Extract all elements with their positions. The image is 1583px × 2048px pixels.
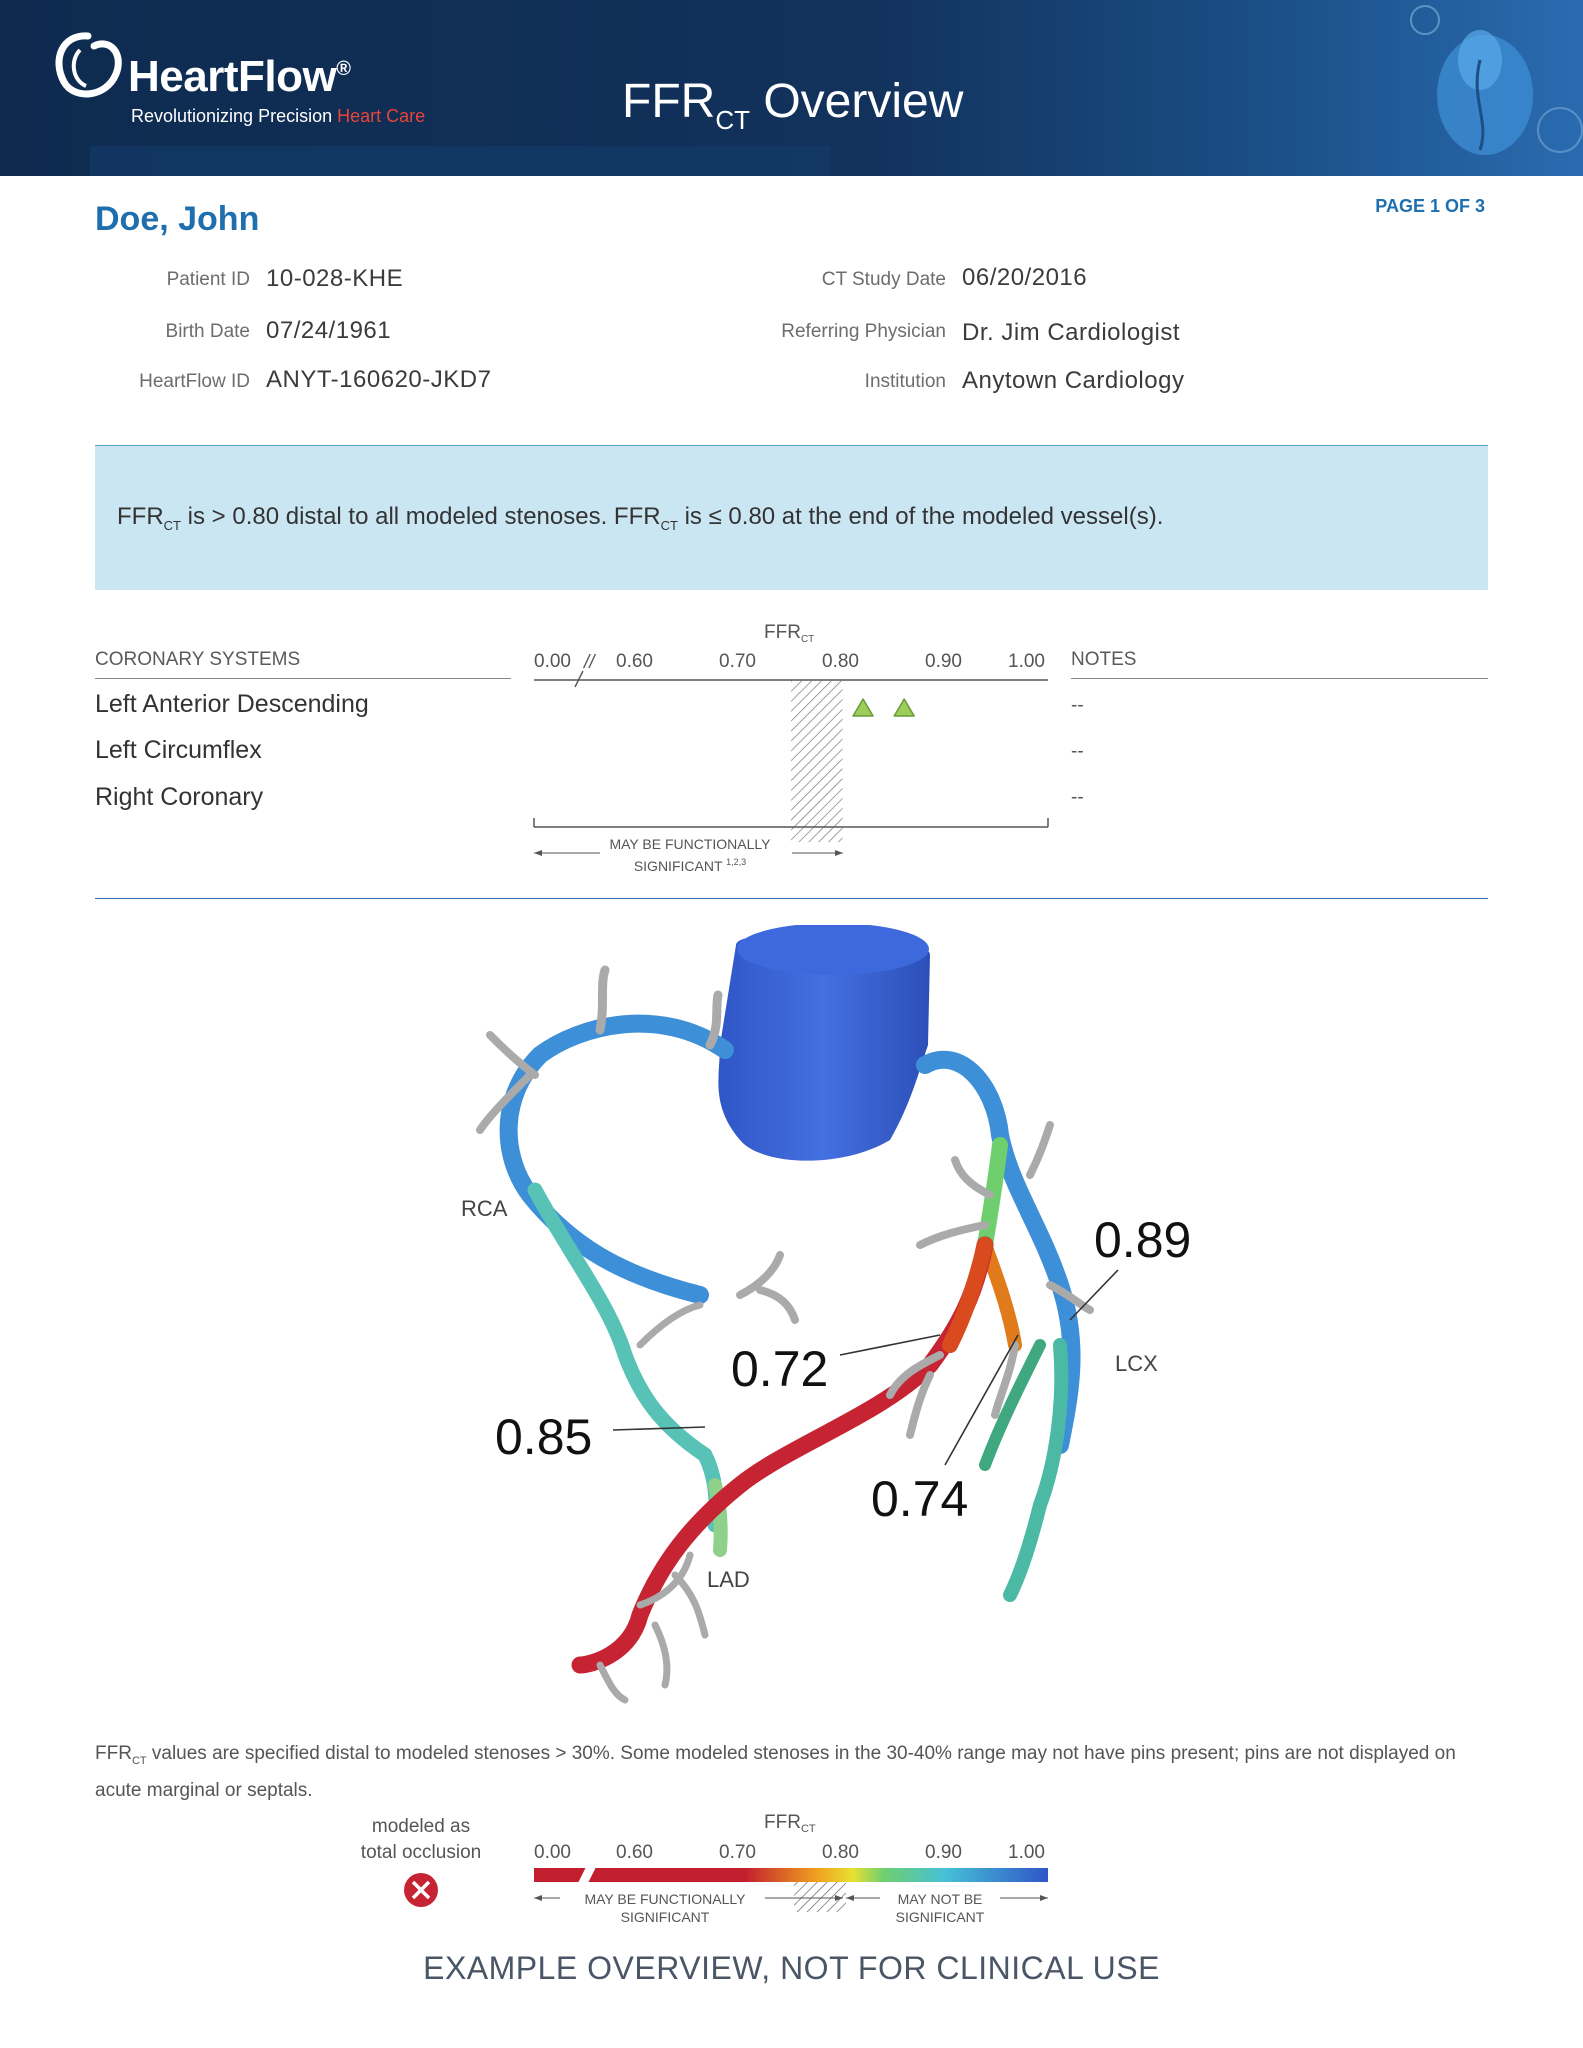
axis-title: $FFR_{CT}$ xyxy=(764,622,815,645)
referring-physician-value: Dr. Jim Cardiologist xyxy=(962,319,1181,346)
patient-name: Doe, John xyxy=(95,200,260,238)
legend-tick-0-80: 0.80 xyxy=(822,1842,859,1863)
rca-vessel-proximal xyxy=(509,1024,725,1295)
ffr-value-diagonal: 0.74 xyxy=(871,1471,969,1527)
patient-id-value: 10-028-KHE xyxy=(266,265,404,292)
legend-significant-label: MAY BE FUNCTIONALLY SIGNIFICANT xyxy=(584,1891,746,1925)
row-lad-note: -- xyxy=(1071,695,1084,716)
header-strip xyxy=(90,146,830,176)
legend-tick-0-00: 0.00 xyxy=(534,1842,571,1863)
tick-0-90: 0.90 xyxy=(925,651,962,672)
birth-date-label: Birth Date xyxy=(165,321,250,342)
significance-label: MAY BE FUNCTIONALLY SIGNIFICANT $^{1,2,3}$ xyxy=(609,836,771,874)
lad-label: LAD xyxy=(707,1567,750,1592)
row-rca-note: -- xyxy=(1071,787,1084,808)
ct-study-date-label: CT Study Date xyxy=(821,269,946,290)
ffr-marker-0-0 xyxy=(853,699,873,716)
referring-physician-label: Referring Physician xyxy=(781,321,946,342)
tick-0-60: 0.60 xyxy=(616,651,653,672)
aorta-top xyxy=(737,925,929,975)
col-coronary-systems: CORONARY SYSTEMS xyxy=(95,649,301,670)
heartflow-id-label: HeartFlow ID xyxy=(139,371,250,392)
leader-072 xyxy=(840,1335,940,1355)
footnote: $FFR_{CT}$ values are specified distal to modeled stenoses > 30%. Some modeled stenoses in the 30-40% range may not have pins present; pins are not displayed on acute marginal or septals. xyxy=(95,1743,1456,1801)
coronary-model-illustration xyxy=(440,925,1240,1715)
patient-id-label: Patient ID xyxy=(166,269,250,290)
tick-0-00: 0.00 xyxy=(534,651,571,672)
ffr-value-lad-mid: 0.72 xyxy=(731,1341,829,1397)
sig-arrowhead-left xyxy=(534,850,542,856)
institution-value: Anytown Cardiology xyxy=(962,367,1185,394)
tick-0-80: 0.80 xyxy=(822,651,859,672)
summary-text: $FFR_{CT}$ is > 0.80 distal to all modeled stenoses. $FFR_{CT}$ is ≤ 0.80 at the end of the modeled vessel(s). xyxy=(117,503,1164,533)
tick-0-70: 0.70 xyxy=(719,651,756,672)
axis-break-mark: // xyxy=(584,652,595,673)
disclaimer: EXAMPLE OVERVIEW, NOT FOR CLINICAL USE xyxy=(423,1950,1160,1986)
col-notes: NOTES xyxy=(1071,649,1137,670)
leader-089 xyxy=(1070,1270,1118,1320)
institution-label: Institution xyxy=(864,371,946,392)
sig-arrowhead-right xyxy=(835,850,843,856)
legend-gradient-bar xyxy=(534,1868,1048,1882)
rca-vessel-distal xyxy=(535,1190,716,1525)
heartflow-id-value: ANYT-160620-JKD7 xyxy=(266,366,492,393)
ffr-value-rca: 0.85 xyxy=(495,1409,593,1465)
page-title: $FFR_{CT}$ Overview xyxy=(622,75,964,135)
occlusion-x-icon xyxy=(402,1871,440,1909)
brand-tagline: Revolutionizing Precision Heart Care xyxy=(131,106,426,126)
heart-illustration-icon xyxy=(1330,0,1583,176)
table-bottom-rule xyxy=(95,898,1488,899)
legend-not-significant-label: MAY NOT BE SIGNIFICANT xyxy=(895,1891,985,1925)
legend-tick-0-60: 0.60 xyxy=(616,1842,653,1863)
leader-085 xyxy=(613,1427,705,1430)
legend-tick-0-70: 0.70 xyxy=(719,1842,756,1863)
row-rca-name: Right Coronary xyxy=(95,783,264,811)
ffr-value-lcx: 0.89 xyxy=(1094,1212,1192,1268)
significance-hatch-zone xyxy=(791,680,842,842)
lcx-vessel xyxy=(925,1060,1072,1445)
row-lcx-note: -- xyxy=(1071,741,1084,762)
ffr-marker-0-1 xyxy=(894,699,914,716)
row-lad-name: Left Anterior Descending xyxy=(95,690,369,718)
rca-label: RCA xyxy=(461,1196,508,1221)
tick-1-00: 1.00 xyxy=(1008,651,1045,672)
ct-study-date-value: 06/20/2016 xyxy=(962,264,1088,291)
table-header-rule-right xyxy=(1071,678,1488,679)
occlusion-label: modeled as total occlusion xyxy=(360,1816,482,1863)
page-number: PAGE 1 OF 3 xyxy=(1375,196,1485,216)
table-header-rule-left xyxy=(95,678,511,679)
lcx-label: LCX xyxy=(1115,1351,1158,1376)
legend-axis-title: $FFR_{CT}$ xyxy=(764,1812,816,1835)
legend-tick-1-00: 1.00 xyxy=(1008,1842,1045,1863)
row-lcx-name: Left Circumflex xyxy=(95,736,262,764)
heartflow-logo-icon xyxy=(50,30,126,104)
brand-name: HeartFlow® xyxy=(128,52,351,101)
legend-tick-0-90: 0.90 xyxy=(925,1842,962,1863)
birth-date-value: 07/24/1961 xyxy=(266,317,392,344)
scale-break-line xyxy=(575,671,583,687)
